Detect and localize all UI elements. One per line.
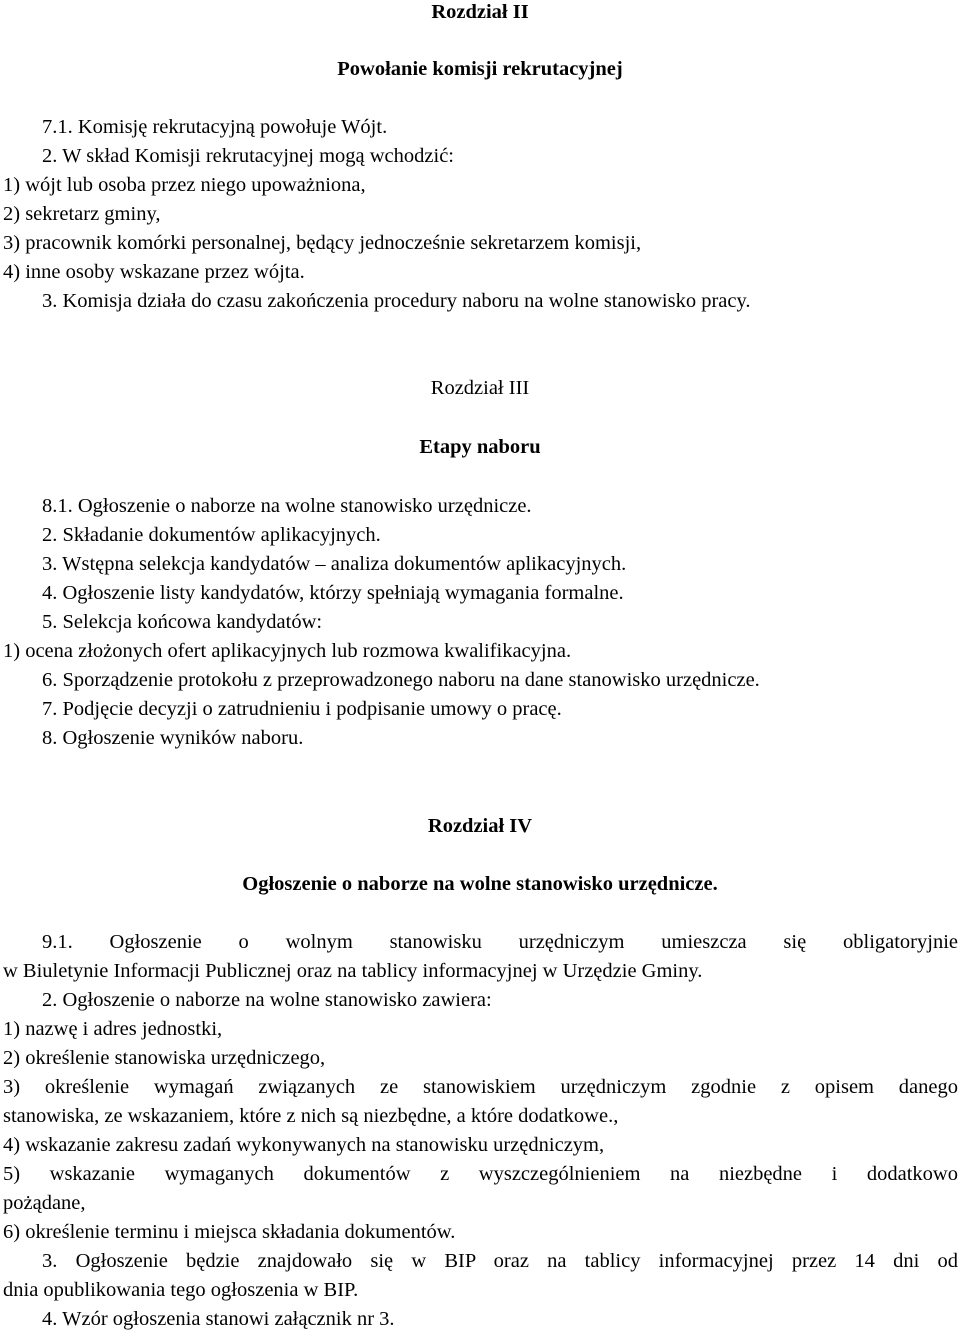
paragraph-line: 4. Ogłoszenie listy kandydatów, którzy spełniają wymagania formalne. bbox=[42, 582, 624, 604]
list-item: 1) wójt lub osoba przez niego upoważniona, bbox=[3, 174, 366, 196]
paragraph-line: 6. Sporządzenie protokołu z przeprowadzonego naboru na dane stanowisko urzędnicze. bbox=[42, 669, 760, 691]
chapter-3-title: Etapy naboru bbox=[419, 436, 541, 458]
paragraph-line: 7. Podjęcie decyzji o zatrudnieniu i podpisanie umowy o pracę. bbox=[42, 698, 562, 720]
list-item: 1) nazwę i adres jednostki, bbox=[3, 1018, 223, 1040]
paragraph-line: dnia opublikowania tego ogłoszenia w BIP. bbox=[3, 1279, 359, 1301]
chapter-4-title: Ogłoszenie o naborze na wolne stanowisko urzędnicze. bbox=[242, 873, 718, 895]
paragraph-line: 5. Selekcja końcowa kandydatów: bbox=[42, 611, 323, 633]
paragraph-line: 2. W skład Komisji rekrutacyjnej mogą wchodzić: bbox=[42, 145, 454, 167]
paragraph-line: 8. Ogłoszenie wyników naboru. bbox=[42, 727, 304, 749]
list-item: 4) wskazanie zakresu zadań wykonywanych na stanowisku urzędniczym, bbox=[3, 1134, 605, 1156]
list-item: 3) określenie wymagań związanych ze stanowiskiem urzędniczym zgodnie z opisem danego bbox=[3, 1076, 958, 1098]
list-item: 3) pracownik komórki personalnej, będący jednocześnie sekretarzem komisji, bbox=[3, 232, 642, 254]
list-item: 4) inne osoby wskazane przez wójta. bbox=[3, 261, 305, 283]
list-item-continuation: pożądane, bbox=[3, 1192, 86, 1214]
paragraph-line: 3. Komisja działa do czasu zakończenia procedury naboru na wolne stanowisko pracy. bbox=[42, 290, 751, 312]
list-item-continuation: stanowiska, ze wskazaniem, które z nich są niezbędne, a które dodatkowe., bbox=[3, 1105, 619, 1127]
chapter-3-heading: Rozdział III bbox=[430, 377, 530, 399]
list-item: 2) sekretarz gminy, bbox=[3, 203, 161, 225]
list-item: 2) określenie stanowiska urzędniczego, bbox=[3, 1047, 326, 1069]
paragraph-line: 3. Ogłoszenie będzie znajdowało się w BIP oraz na tablicy informacyjnej przez 14 dni od bbox=[42, 1250, 958, 1272]
paragraph-line: 7.1. Komisję rekrutacyjną powołuje Wójt. bbox=[42, 116, 388, 138]
paragraph-line: 4. Wzór ogłoszenia stanowi załącznik nr 3. bbox=[42, 1308, 395, 1330]
paragraph-line: 2. Ogłoszenie o naborze na wolne stanowisko zawiera: bbox=[42, 989, 492, 1011]
list-item: 6) określenie terminu i miejsca składania dokumentów. bbox=[3, 1221, 456, 1243]
paragraph-line: 2. Składanie dokumentów aplikacyjnych. bbox=[42, 524, 381, 546]
list-item: 1) ocena złożonych ofert aplikacyjnych lub rozmowa kwalifikacyjna. bbox=[3, 640, 572, 662]
paragraph-line: 3. Wstępna selekcja kandydatów – analiza dokumentów aplikacyjnych. bbox=[42, 553, 627, 575]
chapter-4-heading: Rozdział IV bbox=[427, 815, 533, 837]
paragraph-line: 8.1. Ogłoszenie o naborze na wolne stanowisko urzędnicze. bbox=[42, 495, 532, 517]
list-item: 5) wskazanie wymaganych dokumentów z wyszczególnieniem na niezbędne i dodatkowo bbox=[3, 1163, 958, 1185]
chapter-2-title: Powołanie komisji rekrutacyjnej bbox=[337, 58, 623, 80]
paragraph-line: 9.1. Ogłoszenie o wolnym stanowisku urzędniczym umieszcza się obligatoryjnie bbox=[42, 931, 958, 953]
paragraph-line: w Biuletynie Informacji Publicznej oraz na tablicy informacyjnej w Urzędzie Gminy. bbox=[3, 960, 703, 982]
chapter-2-heading: Rozdział II bbox=[431, 1, 529, 23]
